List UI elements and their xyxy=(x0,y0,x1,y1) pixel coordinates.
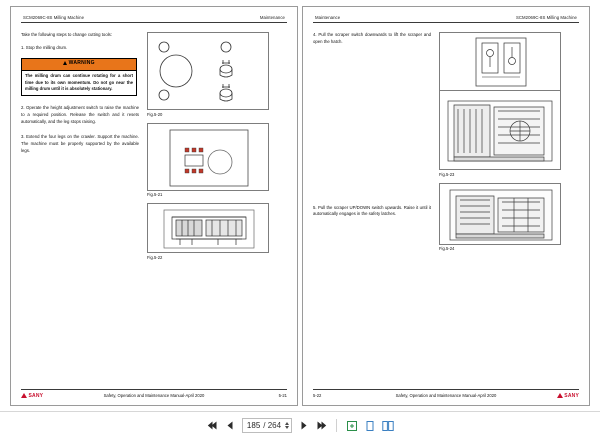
header-machine-name: SCM2069C-8S Milling Machine xyxy=(23,15,85,20)
first-page-button[interactable] xyxy=(206,419,219,432)
warning-title: WARNING xyxy=(68,60,95,67)
figure-5-22-image xyxy=(147,203,269,253)
previous-page-button[interactable] xyxy=(224,419,237,432)
step-4-paragraph: 4. Pull the scraper switch downwards to lift the scraper and open the hatch. xyxy=(313,32,431,44)
last-page-button[interactable] xyxy=(315,419,328,432)
pdf-toolbar xyxy=(0,411,600,439)
page-header-right xyxy=(313,15,579,23)
current-page-value: 185 xyxy=(246,421,261,430)
sany-logo xyxy=(21,393,43,399)
footer-logo-right xyxy=(545,393,579,400)
page-body-left xyxy=(21,32,287,362)
figure-5-21-image xyxy=(147,123,269,191)
text-spacer xyxy=(313,55,431,205)
page-number-field[interactable] xyxy=(242,418,292,433)
toolbar-separator xyxy=(336,419,337,432)
sany-logo-right xyxy=(557,393,579,399)
step-3-paragraph: 3. Extend the four legs on the crawler. Support the machine. The machine must be properly supported by the available legs. xyxy=(21,134,139,154)
figure-5-22 xyxy=(147,203,287,260)
single-page-view-button[interactable] xyxy=(363,419,376,432)
figure-5-20-caption: Fig.5-20 xyxy=(147,111,163,117)
step-2-paragraph: 2. Operate the height adjustment switch to raise the machine to a required position. Release the switch and it resets automatically, and the leg stops raising. xyxy=(21,105,139,124)
warning-header xyxy=(22,59,136,71)
header-machine-name-right: SCM2069C-8S Milling Machine xyxy=(515,15,577,20)
step-5-paragraph: 5. Pull the scraper UP/DOWN switch upwards. Raise it until it automatically engages in the safety latches. xyxy=(313,204,431,217)
figure-column-right xyxy=(439,32,579,362)
figure-5-24-image xyxy=(439,183,561,245)
sany-logo-icon-right xyxy=(557,393,563,398)
two-page-view-button[interactable] xyxy=(381,419,394,432)
figure-5-21-caption: Fig.5-21 xyxy=(147,192,163,197)
last-page-icon xyxy=(316,420,327,431)
footer-logo-left xyxy=(21,393,55,400)
scraper-updown-switch-diagram xyxy=(440,184,561,245)
document-page-right[interactable] xyxy=(302,6,590,406)
milling-drum-tools-diagram xyxy=(148,33,269,110)
sany-logo-text-right: SANY xyxy=(564,392,579,399)
height-adjustment-switch-diagram xyxy=(148,124,269,191)
figure-5-20 xyxy=(147,32,287,117)
document-page-left[interactable] xyxy=(10,6,298,406)
text-column-right xyxy=(313,32,431,362)
figure-5-24-caption: Fig.5-24 xyxy=(439,246,455,251)
page-stepper[interactable] xyxy=(285,422,289,429)
machine-rear-view-diagram xyxy=(440,91,561,170)
warning-triangle-icon xyxy=(63,61,67,65)
fit-page-button[interactable] xyxy=(345,419,358,432)
figure-5-21 xyxy=(147,123,287,198)
page-stepper-down-icon[interactable] xyxy=(285,426,289,429)
page-header-left xyxy=(21,15,287,23)
warning-box xyxy=(21,58,137,97)
footer-page-number-right: 5-22 xyxy=(313,393,322,399)
crawler-legs-machine-diagram xyxy=(148,204,269,253)
figure-column-left xyxy=(147,32,287,362)
figure-5-24 xyxy=(439,183,579,252)
figure-5-23-caption: Fig.5-23 xyxy=(439,171,455,177)
page-footer-right xyxy=(313,389,579,400)
page-body-right xyxy=(313,32,579,362)
figure-5-22-caption: Fig.5-22 xyxy=(147,254,163,260)
total-pages-label: / 264 xyxy=(263,421,282,430)
header-section-name-right: Maintenance xyxy=(315,15,341,20)
intro-paragraph: Take the following steps to change cutting tools: xyxy=(21,32,113,37)
step-1-paragraph: 1. Stop the milling drum. xyxy=(21,44,68,50)
previous-page-icon xyxy=(225,420,236,431)
first-page-icon xyxy=(207,420,218,431)
single-page-icon xyxy=(364,420,376,432)
warning-text: The milling drum can continue rotating for a short time due to its own momentum. Do not go near the milling drum until it is absolutely stationary. xyxy=(25,73,133,92)
page-stepper-up-icon[interactable] xyxy=(285,422,289,425)
figure-5-20-image xyxy=(147,32,269,110)
header-section-name: Maintenance xyxy=(259,15,285,20)
footer-title-left: Safety, Operation and Maintenance Manual-April 2020 xyxy=(103,393,205,399)
page-footer-left xyxy=(21,389,287,400)
scraper-switch-panel-diagram xyxy=(440,33,561,90)
figure-5-23-image-top xyxy=(439,32,561,90)
figure-5-23-image-bottom xyxy=(439,90,561,170)
sany-logo-text: SANY xyxy=(28,392,44,399)
text-column-left xyxy=(21,32,139,362)
figure-5-23 xyxy=(439,32,579,177)
two-page-icon xyxy=(382,420,394,432)
sany-logo-icon xyxy=(21,393,27,398)
fit-page-icon xyxy=(346,420,358,432)
next-page-button[interactable] xyxy=(297,419,310,432)
footer-title-right: Safety, Operation and Maintenance Manual-April 2020 xyxy=(395,393,497,399)
next-page-icon xyxy=(298,420,309,431)
footer-page-number-left: 5-21 xyxy=(278,393,287,399)
